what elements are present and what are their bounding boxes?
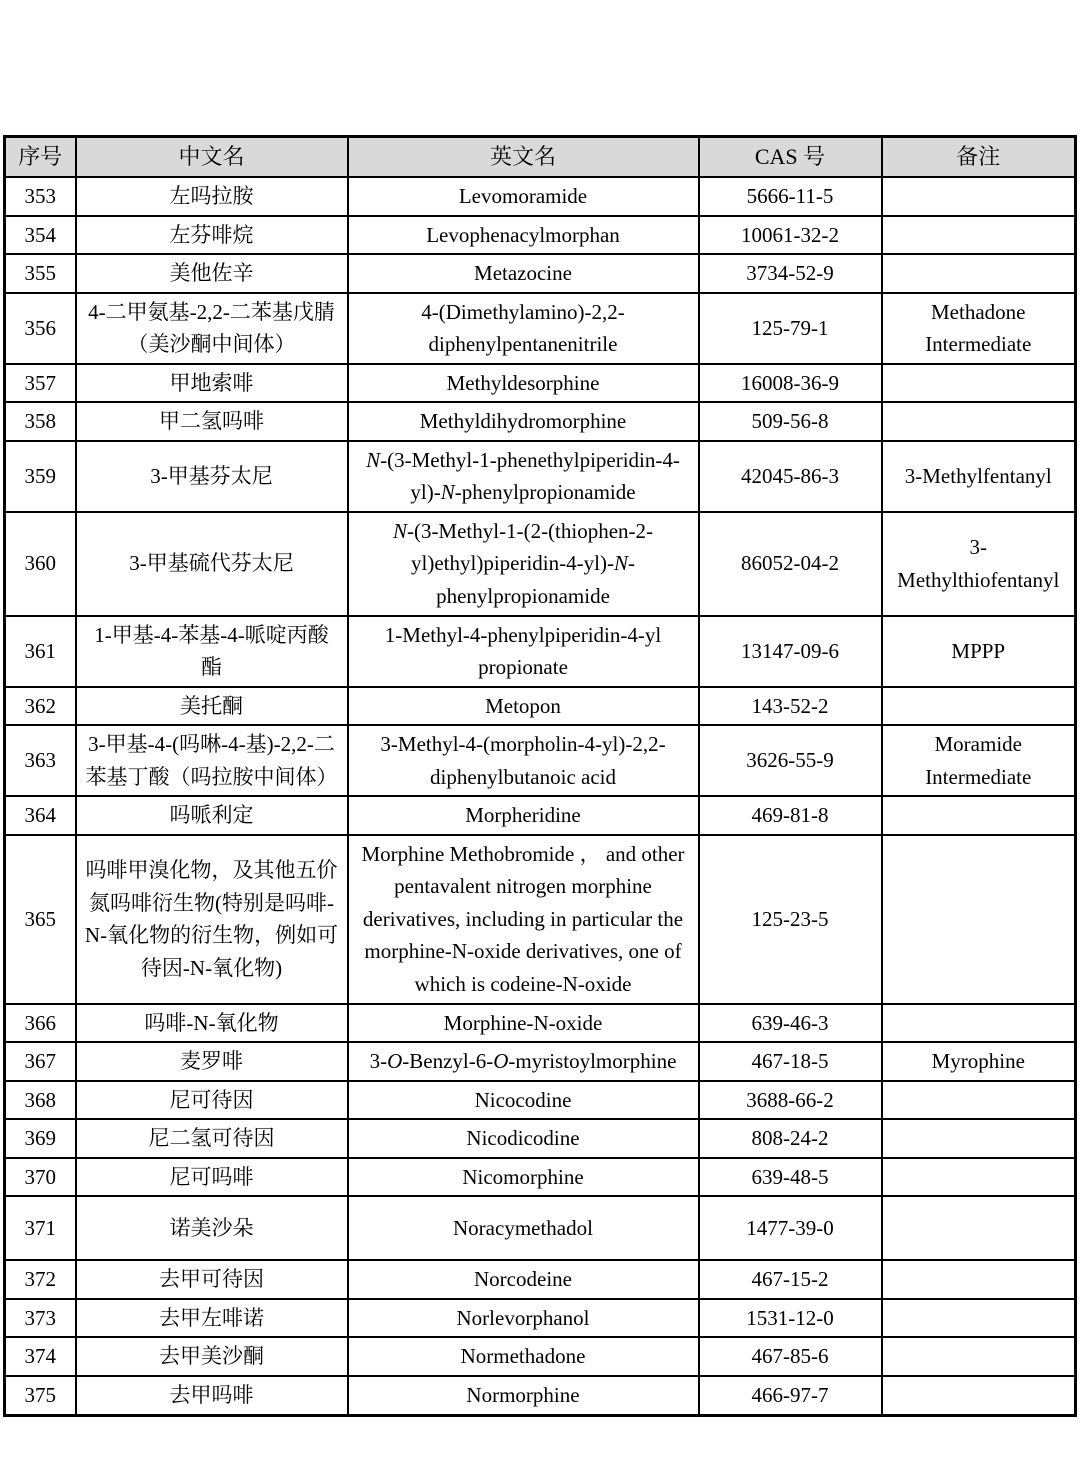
cell-cn: 1-甲基-4-苯基-4-哌啶丙酸酯 — [76, 616, 348, 687]
table-row — [5, 725, 1076, 796]
cell-no: 362 — [5, 687, 76, 726]
cell-cn: 尼二氢可待因 — [76, 1119, 348, 1158]
cell-no: 355 — [5, 254, 76, 293]
cell-note: Moramide Intermediate — [882, 725, 1076, 796]
cell-en: Norcodeine — [348, 1260, 699, 1299]
table-row — [5, 1081, 1076, 1120]
table-row — [5, 254, 1076, 293]
cell-no: 370 — [5, 1158, 76, 1197]
cell-en: 3-O-Benzyl-6-O-myristoylmorphine — [348, 1042, 699, 1081]
cell-en: Normethadone — [348, 1337, 699, 1376]
cell-note: MPPP — [882, 616, 1076, 687]
table-row — [5, 512, 1076, 616]
cell-note — [882, 1119, 1076, 1158]
cell-en: N-(3-Methyl-1-(2-(thiophen-2-yl)ethyl)piperidin-4-yl)-N-phenylpropionamide — [348, 512, 699, 616]
cell-no: 372 — [5, 1260, 76, 1299]
table-row — [5, 1299, 1076, 1338]
cell-en: Levomoramide — [348, 177, 699, 216]
cell-no: 369 — [5, 1119, 76, 1158]
cell-note — [882, 364, 1076, 403]
header-remarks: 备注 — [882, 137, 1076, 178]
cell-no: 364 — [5, 796, 76, 835]
cell-no: 373 — [5, 1299, 76, 1338]
cell-note — [882, 1158, 1076, 1197]
cell-no: 360 — [5, 512, 76, 616]
cell-en: Noracymethadol — [348, 1196, 699, 1260]
cell-cas: 143-52-2 — [699, 687, 882, 726]
cell-cas: 125-79-1 — [699, 293, 882, 364]
cell-no: 363 — [5, 725, 76, 796]
cell-cn: 去甲美沙酮 — [76, 1337, 348, 1376]
cell-no: 368 — [5, 1081, 76, 1120]
cell-cas: 10061-32-2 — [699, 216, 882, 255]
table-body — [5, 177, 1076, 1415]
cell-cn: 吗啡甲溴化物，及其他五价氮吗啡衍生物(特别是吗啡-N-氧化物的衍生物，例如可待因-N-氧化物) — [76, 835, 348, 1004]
cell-cn: 左芬啡烷 — [76, 216, 348, 255]
header-row — [5, 137, 1076, 178]
cell-cn: 尼可吗啡 — [76, 1158, 348, 1197]
cell-note — [882, 254, 1076, 293]
cell-cn: 吗啡-N-氧化物 — [76, 1004, 348, 1043]
cell-en: Morpheridine — [348, 796, 699, 835]
cell-en: 1-Methyl-4-phenylpiperidin-4-yl propionate — [348, 616, 699, 687]
cell-cas: 467-85-6 — [699, 1337, 882, 1376]
cell-cn: 美托酮 — [76, 687, 348, 726]
cell-no: 361 — [5, 616, 76, 687]
cell-cn: 吗哌利定 — [76, 796, 348, 835]
cell-no: 375 — [5, 1376, 76, 1415]
cell-cas: 5666-11-5 — [699, 177, 882, 216]
cell-cn: 3-甲基-4-(吗啉-4-基)-2,2-二苯基丁酸（吗拉胺中间体） — [76, 725, 348, 796]
cell-cn: 去甲吗啡 — [76, 1376, 348, 1415]
cell-en: Morphine-N-oxide — [348, 1004, 699, 1043]
cell-cas: 1477-39-0 — [699, 1196, 882, 1260]
table-row — [5, 441, 1076, 512]
cell-note: 3-Methylfentanyl — [882, 441, 1076, 512]
cell-cn: 甲地索啡 — [76, 364, 348, 403]
cell-cas: 469-81-8 — [699, 796, 882, 835]
cell-note — [882, 1299, 1076, 1338]
cell-note: Myrophine — [882, 1042, 1076, 1081]
table-row — [5, 1196, 1076, 1260]
cell-en: Nicodicodine — [348, 1119, 699, 1158]
header-chinese-name: 中文名 — [76, 137, 348, 178]
cell-cas: 467-18-5 — [699, 1042, 882, 1081]
table-row — [5, 687, 1076, 726]
cell-cas: 808-24-2 — [699, 1119, 882, 1158]
cell-cn: 去甲左啡诺 — [76, 1299, 348, 1338]
cell-note — [882, 402, 1076, 441]
cell-cn: 3-甲基硫代芬太尼 — [76, 512, 348, 616]
cell-cas: 467-15-2 — [699, 1260, 882, 1299]
cell-no: 374 — [5, 1337, 76, 1376]
cell-note — [882, 1337, 1076, 1376]
table-row — [5, 1119, 1076, 1158]
cell-note — [882, 835, 1076, 1004]
table-row — [5, 835, 1076, 1004]
table-header — [5, 137, 1076, 178]
table-row — [5, 1376, 1076, 1415]
cell-cas: 466-97-7 — [699, 1376, 882, 1415]
cell-no: 354 — [5, 216, 76, 255]
table-row — [5, 1158, 1076, 1197]
cell-no: 371 — [5, 1196, 76, 1260]
table-row — [5, 216, 1076, 255]
cell-en: Methyldesorphine — [348, 364, 699, 403]
table-row — [5, 1337, 1076, 1376]
cell-cn: 左吗拉胺 — [76, 177, 348, 216]
table-row — [5, 1260, 1076, 1299]
cell-en: Metopon — [348, 687, 699, 726]
cell-cas: 1531-12-0 — [699, 1299, 882, 1338]
cell-no: 353 — [5, 177, 76, 216]
cell-note — [882, 1004, 1076, 1043]
cell-cas: 3734-52-9 — [699, 254, 882, 293]
table-row — [5, 402, 1076, 441]
cell-no: 356 — [5, 293, 76, 364]
table-row — [5, 364, 1076, 403]
cell-cas: 125-23-5 — [699, 835, 882, 1004]
cell-note — [882, 796, 1076, 835]
header-english-name: 英文名 — [348, 137, 699, 178]
cell-note — [882, 1376, 1076, 1415]
cell-en: Levophenacylmorphan — [348, 216, 699, 255]
cell-en: Nicomorphine — [348, 1158, 699, 1197]
cell-cn: 麦罗啡 — [76, 1042, 348, 1081]
cell-cas: 42045-86-3 — [699, 441, 882, 512]
cell-no: 357 — [5, 364, 76, 403]
cell-no: 367 — [5, 1042, 76, 1081]
cell-no: 358 — [5, 402, 76, 441]
cell-no: 359 — [5, 441, 76, 512]
cell-note: 3-Methylthiofentanyl — [882, 512, 1076, 616]
cell-cn: 诺美沙朵 — [76, 1196, 348, 1260]
cell-cn: 甲二氢吗啡 — [76, 402, 348, 441]
substances-table — [3, 135, 1077, 1417]
table-row — [5, 177, 1076, 216]
cell-en: Morphine Methobromide ， and other pentavalent nitrogen morphine derivatives, including in particular the morphine-N-oxide derivatives, one of which is codeine-N-oxide — [348, 835, 699, 1004]
cell-no: 365 — [5, 835, 76, 1004]
cell-en: N-(3-Methyl-1-phenethylpiperidin-4-yl)-N-phenylpropionamide — [348, 441, 699, 512]
cell-note — [882, 1081, 1076, 1120]
cell-note — [882, 1196, 1076, 1260]
table-row — [5, 1042, 1076, 1081]
table-row — [5, 293, 1076, 364]
cell-cn: 去甲可待因 — [76, 1260, 348, 1299]
cell-note — [882, 1260, 1076, 1299]
cell-en: Normorphine — [348, 1376, 699, 1415]
cell-cas: 13147-09-6 — [699, 616, 882, 687]
cell-cas: 3626-55-9 — [699, 725, 882, 796]
cell-cas: 3688-66-2 — [699, 1081, 882, 1120]
cell-cas: 16008-36-9 — [699, 364, 882, 403]
cell-en: Metazocine — [348, 254, 699, 293]
cell-cas: 86052-04-2 — [699, 512, 882, 616]
cell-no: 366 — [5, 1004, 76, 1043]
table-row — [5, 616, 1076, 687]
cell-note — [882, 216, 1076, 255]
header-cas-number: CAS 号 — [699, 137, 882, 178]
header-serial-number: 序号 — [5, 137, 76, 178]
cell-cn: 尼可待因 — [76, 1081, 348, 1120]
table-row — [5, 796, 1076, 835]
cell-cn: 3-甲基芬太尼 — [76, 441, 348, 512]
cell-en: Norlevorphanol — [348, 1299, 699, 1338]
cell-cn: 4-二甲氨基-2,2-二苯基戊腈（美沙酮中间体） — [76, 293, 348, 364]
cell-note — [882, 177, 1076, 216]
cell-en: 4-(Dimethylamino)-2,2-diphenylpentanenitrile — [348, 293, 699, 364]
cell-cas: 639-48-5 — [699, 1158, 882, 1197]
cell-cn: 美他佐辛 — [76, 254, 348, 293]
cell-cas: 509-56-8 — [699, 402, 882, 441]
cell-cas: 639-46-3 — [699, 1004, 882, 1043]
table-row — [5, 1004, 1076, 1043]
cell-note — [882, 687, 1076, 726]
cell-en: 3-Methyl-4-(morpholin-4-yl)-2,2-diphenylbutanoic acid — [348, 725, 699, 796]
cell-en: Nicocodine — [348, 1081, 699, 1120]
cell-en: Methyldihydromorphine — [348, 402, 699, 441]
cell-note: Methadone Intermediate — [882, 293, 1076, 364]
